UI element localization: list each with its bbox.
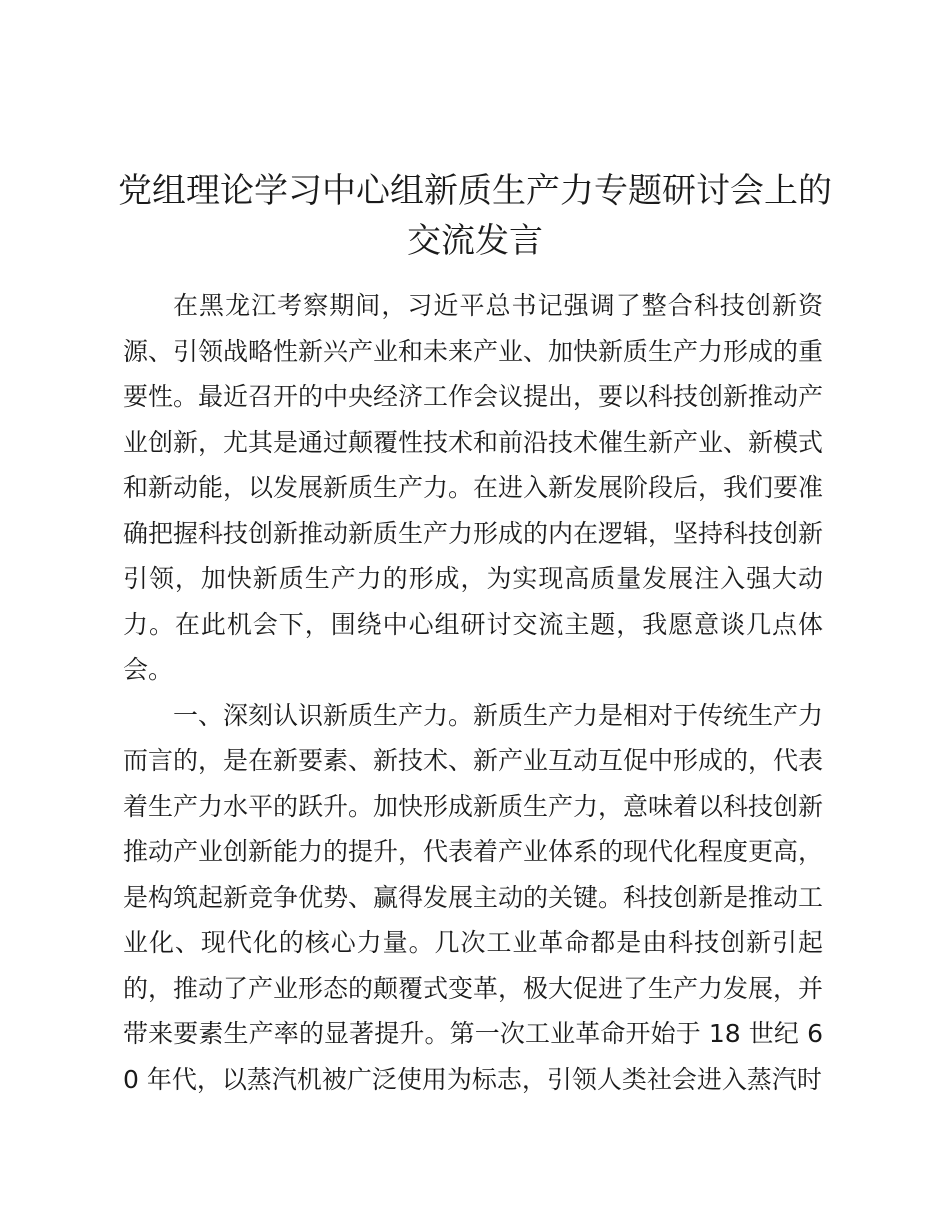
paragraph-section-one: 一、深刻认识新质生产力。新质生产力是相对于传统生产力而言的，是在新要素、新技术、新产业互动互促中形成的，代表着生产力水平的跃升。加快形成新质生产力，意味着以科技创新推动产业创新能力的提升，代表着产业体系的现代化程度更高，是构筑起新竞争优势、赢得发展主动的关键。科技创新是推动工业化、现代化的核心力量。几次工业革命都是由科技创新引起的，推动了产业形态的颠覆式变革，极大促进了生产力发展，并带来要素生产率的显著提升。第一次工业革命开始于 18 世纪 60 年代，以蒸汽机被广泛使用为标志，引领人类社会进入蒸汽时 [123, 700, 824, 1094]
document-title: 党组理论学习中心组新质生产力专题研讨会上的交流发言 [118, 171, 832, 261]
paragraph-intro: 在黑龙江考察期间，习近平总书记强调了整合科技创新资源、引领战略性新兴产业和未来产业、加快新质生产力形成的重要性。最近召开的中央经济工作会议提出，要以科技创新推动产业创新，尤其是通过颠覆性技术和前沿技术催生新产业、新模式和新动能，以发展新质生产力。在进入新发展阶段后，我们要准确把握科技创新推动新质生产力形成的内在逻辑，坚持科技创新引领，加快新质生产力的形成，为实现高质量发展注入强大动力。在此机会下，围绕中心组研讨交流主题，我愿意谈几点体会。 [123, 291, 824, 684]
document-body [123, 283, 823, 1102]
